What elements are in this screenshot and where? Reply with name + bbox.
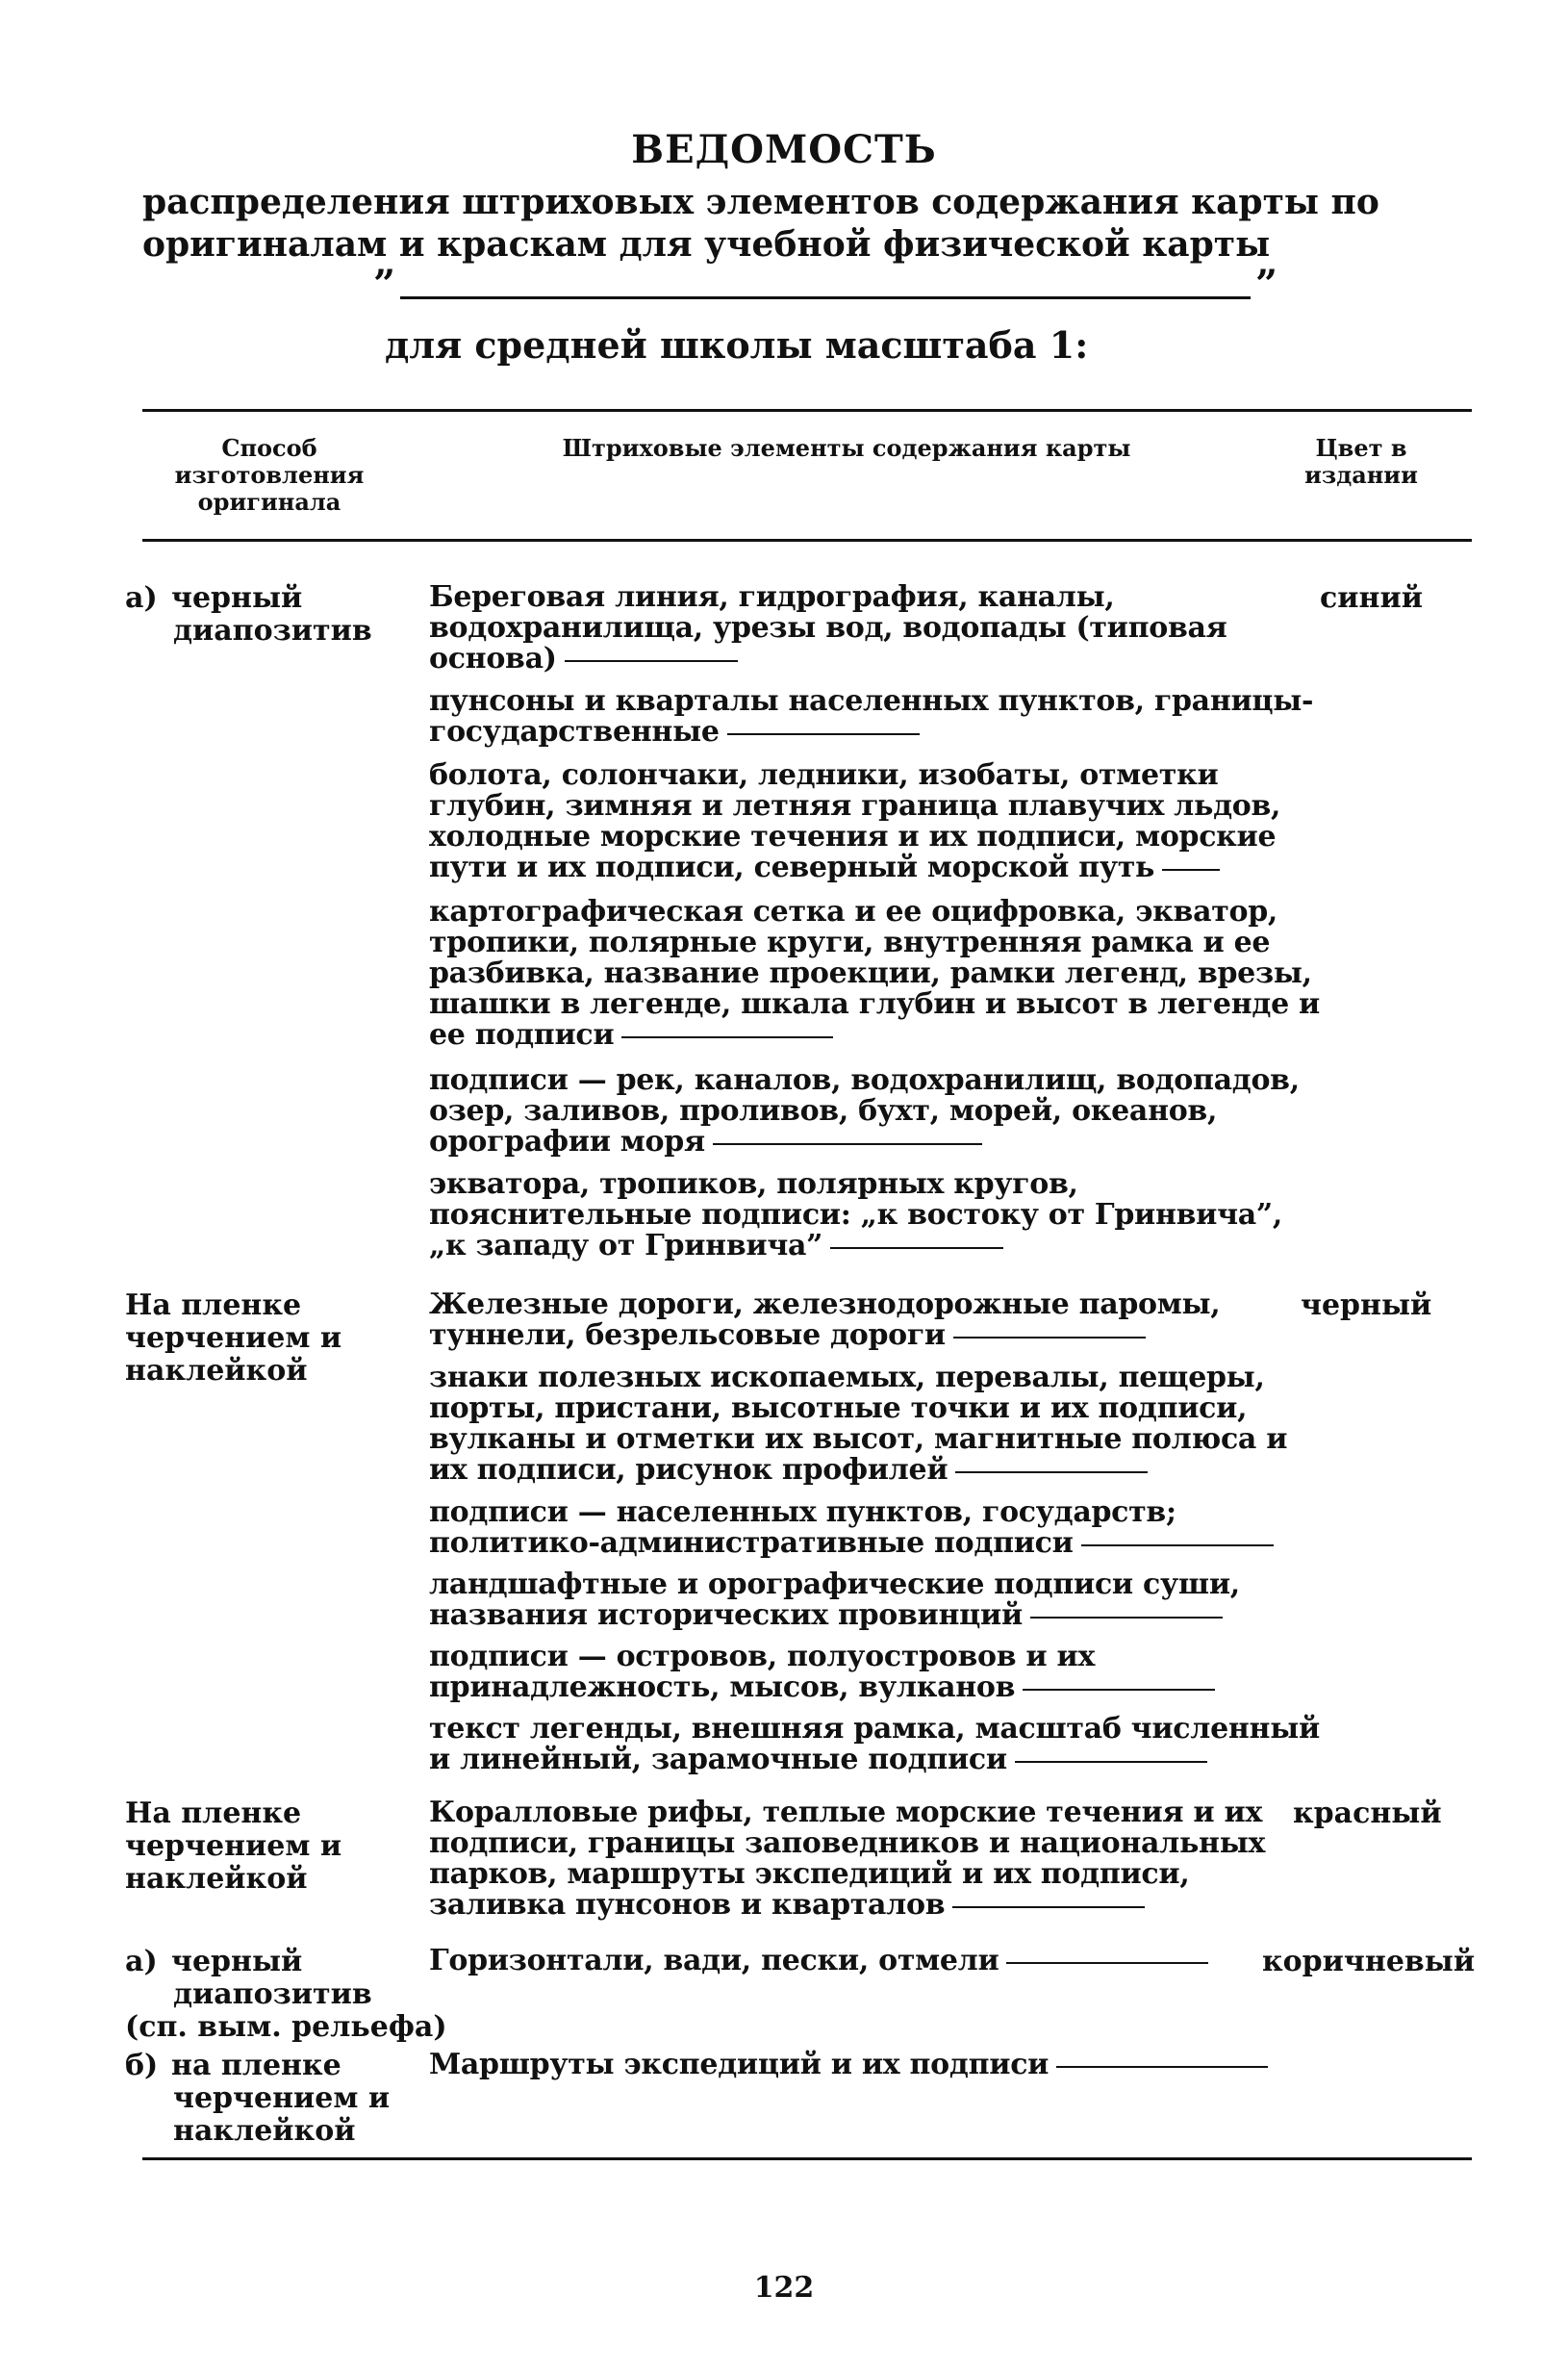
group-1-item-5: подписи — рек, каналов, водохранилищ, водопадов, озер, заливов, проливов, бухт, морей, океанов, орографии моря (429, 1063, 1300, 1159)
group-2-item-5: подписи — островов, полуостровов и их принадлежность, мысов, вулканов (429, 1642, 1324, 1703)
group-3-method (125, 1797, 423, 1896)
group-4-method-line-3: (сп. вым. рельефа) (125, 2010, 447, 2044)
group-1-method-line-2: диапозитив (173, 614, 372, 648)
group-3-method-line-2: черчением и (125, 1829, 342, 1863)
fill-line (1162, 869, 1220, 871)
group-3-method-line-3: наклейкой (125, 1862, 308, 1896)
page-number: 122 (753, 2271, 815, 2305)
group-2-item-2: знаки полезных ископаемых, перевалы, пещеры, порты, пристани, высотные точки и их подписи, вулканы и отметки их высот, магнитные полюса и их подписи, рисунок профилей (429, 1361, 1288, 1487)
group-5-item-1: Маршруты экспедиций и их подписи (429, 2050, 1324, 2080)
fill-line (713, 1143, 982, 1145)
header-elements: Штриховые элементы содержания карты (562, 434, 1131, 462)
fill-line (830, 1247, 1003, 1249)
group-1-item-4: картографическая сетка и ее оцифровка, экватор, тропики, полярные круги, внутренняя рамка и ее разбивка, название проекции, рамки легенд, врезы, шашки в легенде, шкала глубин и высот в легенде и ее подписи (429, 895, 1320, 1052)
group-2-item-4: ландшафтные и орографические подписи суши, названия исторических провинций (429, 1568, 1240, 1632)
header-color: Цвет в издании (1304, 434, 1418, 489)
group-1-method-mark: а) (125, 581, 158, 615)
group-4-method-line-1: черный (171, 1945, 303, 1978)
fill-line (1015, 1761, 1207, 1763)
fill-line (621, 1036, 833, 1038)
group-2-item-1: Железные дороги, железнодорожные паромы, туннели, безрельсовые дороги (429, 1287, 1221, 1352)
fill-line (1023, 1689, 1215, 1691)
group-2-method-line-1: На пленке (125, 1288, 302, 1322)
group-2-color: черный (1301, 1288, 1432, 1322)
group-5-method (125, 2050, 423, 2148)
group-2-method (125, 1289, 423, 1388)
group-4-item-1: Горизонтали, вади, пески, отмели (429, 1946, 1324, 1976)
quote-open: ” (373, 262, 396, 307)
group-5-method-line-2: черчением и (173, 2081, 391, 2115)
map-name-blank (373, 262, 1277, 307)
group-3-color: красный (1293, 1797, 1442, 1830)
group-2-item-6: текст легенды, внешняя рамка, масштаб численный и линейный, зарамочные подписи (429, 1712, 1320, 1776)
document-subtitle: распределения штриховых элементов содержания карты по оригиналам и краскам для учебной физической карты (142, 182, 1379, 265)
fill-line (1006, 1962, 1208, 1964)
group-2-item-3: подписи — населенных пунктов, государств; политико-административные подписи (429, 1497, 1324, 1559)
quote-close: ” (1254, 262, 1277, 307)
group-4-method-line-2: диапозитив (173, 1977, 372, 2011)
group-5-method-mark: б) (125, 2049, 159, 2082)
group-1-method-line-1: черный (171, 581, 303, 615)
group-4-color: коричневый (1262, 1945, 1476, 1978)
fill-line (955, 1471, 1148, 1473)
table-top-rule (142, 409, 1472, 412)
group-1-item-6: экватора, тропиков, полярных кругов, пояснительные подписи: „к востоку от Гринвича”, „к западу от Гринвича” (429, 1167, 1282, 1262)
group-5-method-line-3: наклейкой (173, 2114, 356, 2148)
fill-line (1030, 1617, 1223, 1619)
group-3-method-line-1: На пленке (125, 1797, 302, 1830)
group-1-item-1: Береговая линия, гидрография, каналы, водохранилища, урезы вод, водопады (типовая основа) (429, 580, 1227, 676)
header-bottom-rule (142, 539, 1472, 542)
group-4-method (125, 1946, 452, 2044)
fill-line (952, 1906, 1145, 1908)
group-2-method-line-3: наклейкой (125, 1354, 308, 1388)
group-5-method-line-1: на пленке (171, 2049, 341, 2082)
group-4-method-mark: а) (125, 1945, 158, 1978)
blank-underline (400, 296, 1251, 299)
fill-line (565, 660, 738, 662)
group-1-item-3: болота, солончаки, ледники, изобаты, отметки глубин, зимняя и летняя граница плавучих льдов, холодные морские течения и их подписи, морские пути и их подписи, северный морской путь (429, 758, 1281, 884)
group-3-item-1: Коралловые рифы, теплые морские течения и их подписи, границы заповедников и национальных парков, маршруты экспедиций и их подписи, заливка пунсонов и кварталов (429, 1796, 1266, 1922)
header-method: Способ изготовления оригинала (174, 434, 365, 516)
group-1-method (125, 582, 423, 648)
group-1-color: синий (1320, 581, 1423, 615)
fill-line (727, 733, 920, 735)
fill-line (953, 1337, 1146, 1338)
scale-line: для средней школы масштаба 1: (385, 323, 1089, 367)
group-1-item-2: пунсоны и кварталы населенных пунктов, границы-государственные (429, 684, 1314, 749)
fill-line (1081, 1544, 1274, 1546)
document-title: ВЕДОМОСТЬ (631, 127, 937, 172)
group-2-method-line-2: черчением и (125, 1321, 342, 1355)
table-bottom-rule (142, 2157, 1472, 2160)
fill-line (1056, 2066, 1268, 2068)
